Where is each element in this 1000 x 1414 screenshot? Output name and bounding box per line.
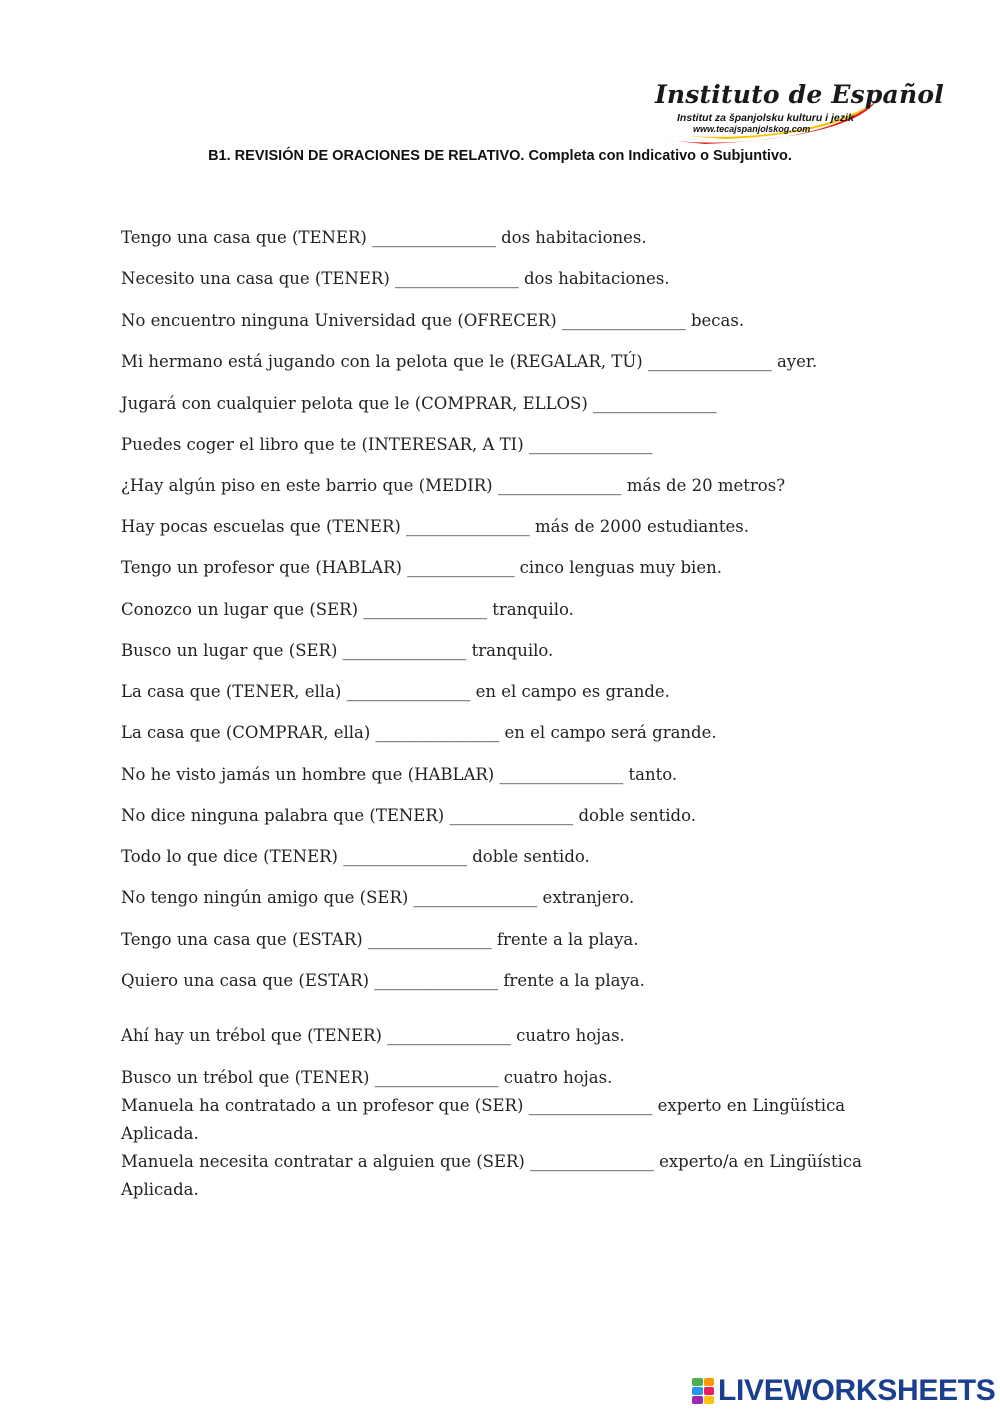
exercise-line: Puedes coger el libro que te (INTERESAR, A TI) _______________: [121, 435, 653, 454]
exercise-line: Mi hermano está jugando con la pelota que le (REGALAR, TÚ) _______________ ayer.: [121, 352, 818, 371]
exercise-line: Manuela ha contratado a un profesor que (SER) _______________ experto en Lingüística Aplicada.: [121, 1096, 846, 1143]
exercise-line: Ahí hay un trébol que (TENER) _______________ cuatro hojas.: [121, 1026, 625, 1045]
exercise-line: La casa que (COMPRAR, ella) _______________ en el campo será grande.: [121, 723, 717, 742]
exercise-line: Hay pocas escuelas que (TENER) _______________ más de 2000 estudiantes.: [121, 517, 749, 536]
exercise-line: No he visto jamás un hombre que (HABLAR) _______________ tanto.: [121, 765, 678, 784]
page-title: B1. REVISIÓN DE ORACIONES DE RELATIVO. Completa con Indicativo o Subjuntivo.: [208, 148, 792, 164]
exercise-line: No encuentro ninguna Universidad que (OFRECER) _______________ becas.: [121, 311, 745, 330]
exercise-line: Busco un lugar que (SER) _______________ tranquilo.: [121, 641, 554, 660]
exercise-line: La casa que (TENER, ella) _______________ en el campo es grande.: [121, 682, 670, 701]
exercise-line: Tengo una casa que (ESTAR) _______________ frente a la playa.: [121, 930, 639, 949]
exercise-line: No dice ninguna palabra que (TENER) _______________ doble sentido.: [121, 806, 697, 825]
exercise-line: Necesito una casa que (TENER) _______________ dos habitaciones.: [121, 269, 670, 288]
exercise-line: No tengo ningún amigo que (SER) _______________ extranjero.: [121, 888, 635, 907]
liveworksheets-logo-icon: [692, 1378, 714, 1404]
exercise-line: Manuela necesita contratar a alguien que (SER) _______________ experto/a en Lingüística Aplicada.: [121, 1152, 863, 1199]
logo-brand: Instituto de Español: [655, 80, 944, 109]
exercise-line: Todo lo que dice (TENER) _______________ doble sentido.: [121, 847, 590, 866]
exercise-line: Jugará con cualquier pelota que le (COMPRAR, ELLOS) _______________: [121, 394, 717, 413]
exercise-line: Conozco un lugar que (SER) _______________ tranquilo.: [121, 600, 574, 619]
exercise-line: ¿Hay algún piso en este barrio que (MEDIR) _______________ más de 20 metros?: [121, 476, 786, 495]
liveworksheets-wordmark: LIVEWORKSHEETS: [718, 1374, 996, 1407]
logo-subtitle: Institut za španjolsku kulturu i jezik: [677, 112, 854, 124]
exercise-line: Busco un trébol que (TENER) _______________ cuatro hojas.: [121, 1068, 613, 1087]
liveworksheets-footer: [692, 1374, 996, 1408]
logo-url: www.tecajspanjolskog.com: [693, 124, 811, 134]
exercise-line: Quiero una casa que (ESTAR) _______________ frente a la playa.: [121, 971, 645, 990]
exercise-line: Tengo un profesor que (HABLAR) _____________ cinco lenguas muy bien.: [121, 558, 722, 577]
exercise-line: Tengo una casa que (TENER) _______________ dos habitaciones.: [121, 228, 647, 247]
institute-logo: [645, 78, 944, 148]
